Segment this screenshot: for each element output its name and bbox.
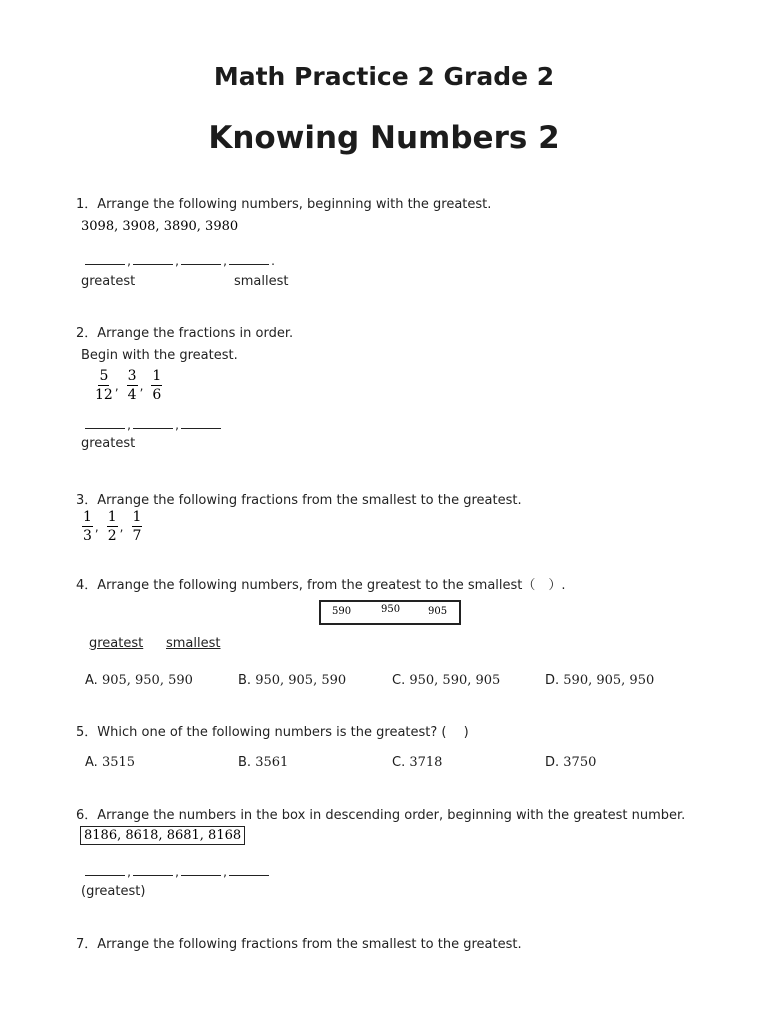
option-letter: B. [238, 673, 256, 688]
fraction-numerator: 1 [83, 509, 92, 525]
worksheet-title: Math Practice 2 Grade 2 [213, 62, 555, 91]
fraction [82, 508, 93, 545]
option-value: 590, 905, 950 [563, 673, 655, 688]
answer-blank [181, 256, 221, 265]
fraction [132, 508, 143, 545]
fraction-denominator: 3 [83, 528, 92, 544]
fraction-denominator: 4 [127, 387, 137, 403]
question-2-blanks: , , [85, 414, 221, 433]
question-6-label-greatest: (greatest) [81, 884, 146, 899]
question-1-numbers: 3098, 3908, 3890, 3980 [81, 219, 239, 234]
fraction [151, 367, 162, 404]
option-value: 3515 [101, 755, 136, 770]
question-1-blanks: , , , . [85, 250, 277, 269]
question-6-number-box: 8186, 8618, 8681, 8168 [80, 826, 245, 845]
fraction-denominator: 12 [95, 387, 113, 403]
box-number: 950 [381, 604, 401, 615]
question-5-option-c[interactable] [392, 751, 442, 770]
fraction-denominator: 6 [152, 387, 162, 403]
answer-blank [229, 256, 269, 265]
worksheet-subtitle: Knowing Numbers 2 [208, 120, 560, 156]
answer-blank [85, 256, 125, 265]
option-letter: A. [85, 673, 102, 688]
option-letter: D. [545, 755, 564, 770]
answer-blank [85, 420, 125, 429]
answer-blank [133, 867, 173, 876]
fraction [95, 367, 113, 404]
option-value: 905, 950, 590 [101, 673, 193, 688]
fraction-numerator: 5 [99, 368, 109, 384]
answer-blank [181, 420, 221, 429]
question-4-label-smallest: smallest [166, 636, 221, 651]
question-4-option-a[interactable] [85, 669, 193, 688]
question-4-text: 4．Arrange the following numbers, from the greatest to the smallest（ ）. [76, 578, 566, 593]
box-number: 590 [332, 606, 352, 617]
answer-blank [229, 867, 269, 876]
question-4-option-c[interactable] [392, 669, 500, 688]
answer-blank [133, 256, 173, 265]
question-6-text: 6．Arrange the numbers in the box in descending order, beginning with the greatest number. [76, 808, 686, 823]
option-letter: D. [545, 673, 564, 688]
fraction-denominator: 7 [132, 528, 142, 544]
fraction-numerator: 3 [127, 368, 137, 384]
box-number: 905 [428, 606, 448, 617]
question-7-text: 7．Arrange the following fractions from the smallest to the greatest. [76, 937, 522, 952]
fraction [127, 367, 138, 404]
answer-blank [85, 867, 125, 876]
question-4-option-b[interactable] [238, 669, 346, 688]
fraction-denominator: 2 [107, 528, 117, 544]
question-4-option-d[interactable] [545, 669, 654, 688]
answer-blank [133, 420, 173, 429]
question-5-option-b[interactable] [238, 751, 288, 770]
option-value: 3750 [563, 755, 597, 770]
fraction-numerator: 1 [107, 509, 117, 525]
question-5-text: 5．Which one of the following numbers is the greatest? ( ) [76, 725, 469, 740]
question-1-text: 1．Arrange the following numbers, beginning with the greatest. [76, 197, 492, 212]
question-4-label-greatest: greatest [89, 636, 144, 651]
question-1-label-greatest: greatest [81, 274, 136, 289]
option-letter: B. [238, 755, 256, 770]
question-2-subtext: Begin with the greatest. [81, 348, 238, 363]
question-2-text: 2．Arrange the fractions in order. [76, 326, 294, 341]
option-letter: C. [392, 673, 410, 688]
question-5-option-a[interactable] [85, 751, 135, 770]
option-value: 3718 [409, 755, 443, 770]
question-3-fractions: $\frac{1}{3}$ , $\frac{1}{2}$ , $\frac{1}{7}$ [83, 509, 142, 544]
question-2-fractions: $\frac{5}{12}$ , $\frac{3}{4}$ , $\frac{1}{6}$ [95, 368, 162, 403]
question-2-label-greatest: greatest [81, 436, 136, 451]
option-letter: A. [85, 755, 102, 770]
option-value: 3561 [255, 755, 289, 770]
option-value: 950, 905, 590 [255, 673, 347, 688]
option-value: 950, 590, 905 [409, 673, 501, 688]
fraction-numerator: 1 [132, 509, 142, 525]
fraction-numerator: 1 [152, 368, 162, 384]
question-6-blanks: , , , [85, 861, 269, 880]
fraction [107, 508, 118, 545]
question-3-text: 3．Arrange the following fractions from the smallest to the greatest. [76, 493, 522, 508]
question-4-number-box [319, 600, 461, 625]
question-1-label-smallest: smallest [234, 274, 289, 289]
option-letter: C. [392, 755, 410, 770]
answer-blank [181, 867, 221, 876]
question-5-option-d[interactable] [545, 751, 596, 770]
